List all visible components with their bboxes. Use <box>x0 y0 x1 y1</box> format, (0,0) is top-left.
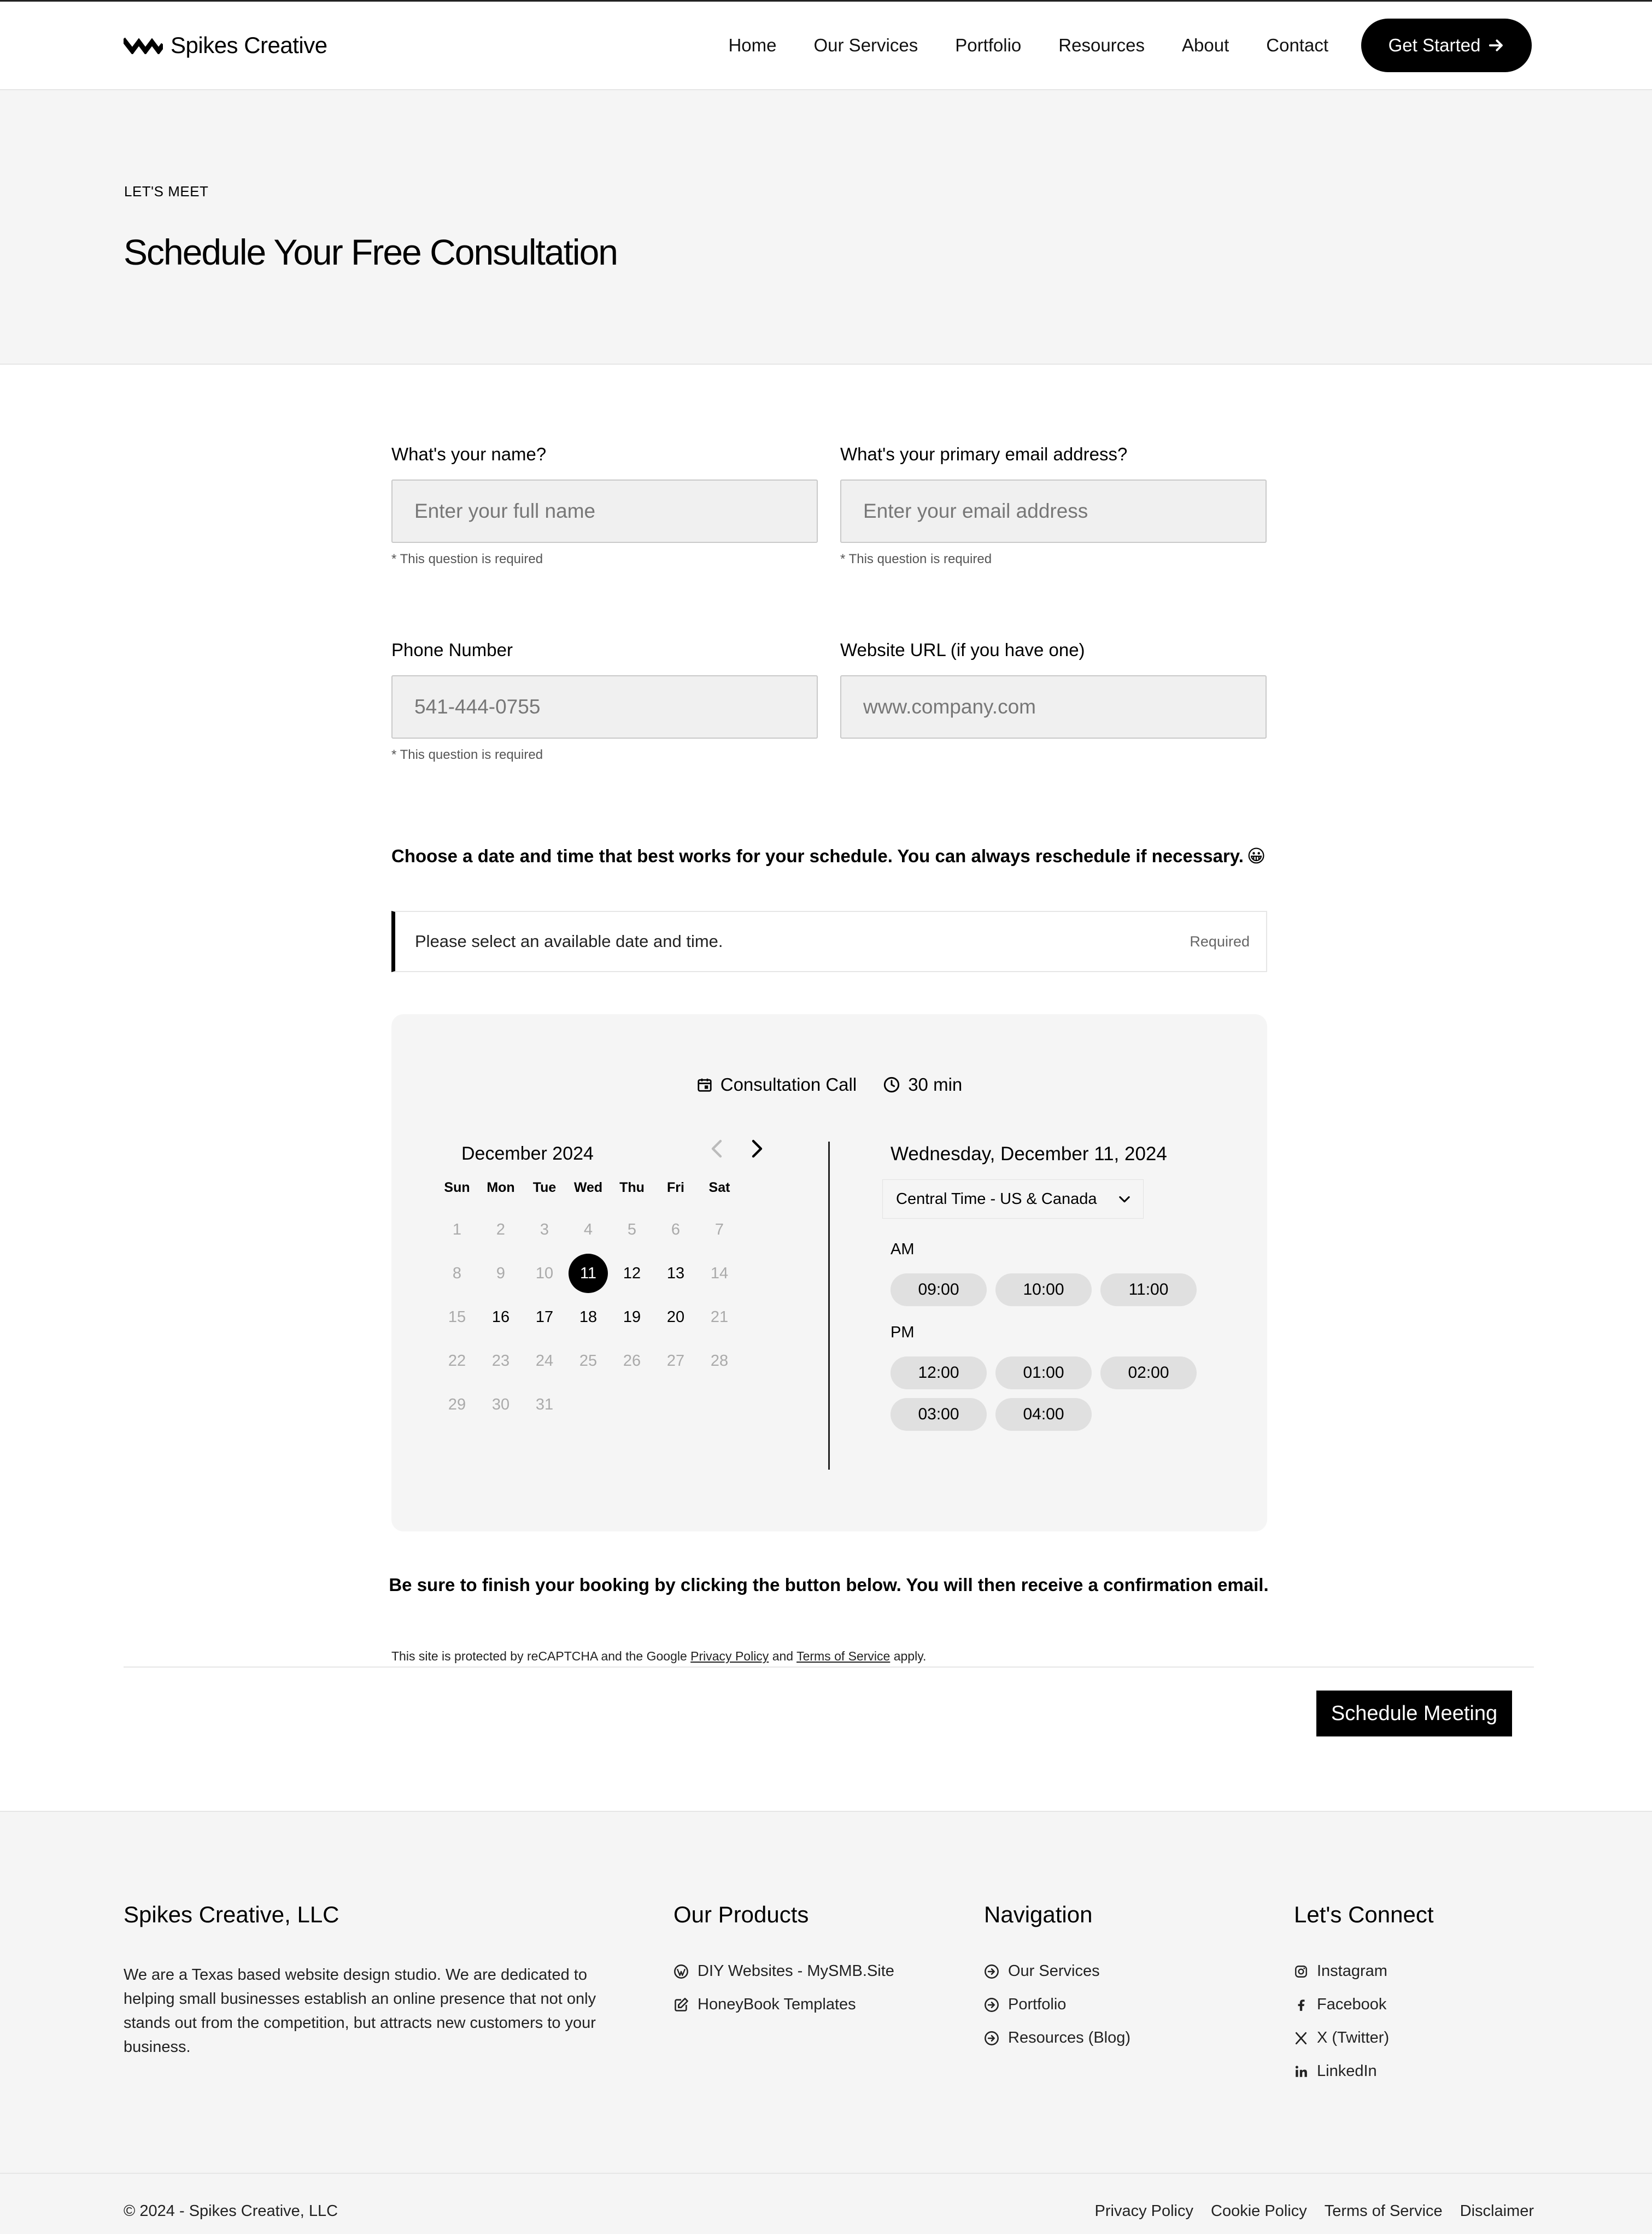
footer-social-x[interactable] <box>1294 2029 1389 2047</box>
recaptcha-terms-link[interactable]: Terms of Service <box>796 1649 891 1663</box>
selected-date-label: Wednesday, December 11, 2024 <box>891 1143 1167 1165</box>
logo-mark-icon <box>124 37 163 54</box>
website-label: Website URL (if you have one) <box>840 640 1085 660</box>
calendar-day: 30 <box>491 1395 510 1413</box>
footer-company-title: Spikes Creative, LLC <box>124 1902 339 1927</box>
time-slot-am[interactable]: 09:00 <box>891 1273 987 1306</box>
timezone-select[interactable] <box>882 1179 1144 1219</box>
time-slot-pm[interactable]: 12:00 <box>891 1356 987 1389</box>
scheduler-card <box>391 1014 1267 1531</box>
weekday-label: Tue <box>532 1180 556 1195</box>
site-header <box>0 2 1652 90</box>
calendar-day[interactable]: 13 <box>666 1264 685 1282</box>
footer-nav-services[interactable] <box>984 1962 1100 1980</box>
footer-social-label: LinkedIn <box>1317 2062 1377 2080</box>
nav-home[interactable]: Home <box>728 35 777 55</box>
main-nav <box>728 19 1532 72</box>
calendar-day: 24 <box>535 1352 554 1370</box>
footer-product-label: HoneyBook Templates <box>698 1996 856 2013</box>
nav-contact[interactable]: Contact <box>1266 35 1328 55</box>
calendar-day[interactable]: 16 <box>491 1308 510 1326</box>
calendar-day: 6 <box>671 1220 681 1238</box>
email-required-note: * This question is required <box>840 552 992 566</box>
calendar-day: 29 <box>448 1395 466 1413</box>
next-month-icon[interactable] <box>748 1138 765 1160</box>
email-label: What's your primary email address? <box>840 444 1128 464</box>
email-input[interactable]: Enter your email address <box>840 479 1267 543</box>
event-name: Consultation Call <box>720 1074 857 1095</box>
circle-arrow-right-icon <box>984 1964 999 1979</box>
recaptcha-and: and <box>772 1649 794 1663</box>
footer-product-honeybook[interactable] <box>673 1996 856 2014</box>
recaptcha-suffix: apply. <box>893 1649 927 1663</box>
arrow-right-icon <box>1488 37 1504 54</box>
phone-required-note: * This question is required <box>391 747 543 762</box>
calendar-day: 31 <box>535 1395 554 1413</box>
edit-icon <box>673 1997 689 2013</box>
footer-product-label: DIY Websites - MySMB.Site <box>698 1962 894 1980</box>
prev-month-icon[interactable] <box>708 1138 726 1160</box>
time-slot-am[interactable]: 11:00 <box>1100 1273 1197 1306</box>
event-duration-item <box>883 1074 962 1095</box>
smile-emoji-icon: 😀 <box>1246 846 1266 866</box>
calendar-day: 22 <box>448 1352 466 1370</box>
calendar-day: 26 <box>623 1352 641 1370</box>
legal-links <box>1095 2202 1534 2220</box>
x-icon <box>1294 2031 1308 2045</box>
footer-nav-portfolio[interactable] <box>984 1996 1066 2014</box>
legal-privacy-link[interactable]: Privacy Policy <box>1094 2202 1194 2220</box>
recaptcha-prefix: This site is protected by reCAPTCHA and the Google <box>391 1649 687 1663</box>
pm-label: PM <box>891 1324 915 1341</box>
footer-social-instagram[interactable] <box>1294 1962 1387 1980</box>
weekday-label: Mon <box>487 1180 515 1195</box>
calendar-day: 21 <box>710 1308 729 1326</box>
website-input[interactable]: www.company.com <box>840 675 1267 739</box>
alert-message: Please select an available date and time. <box>415 932 723 951</box>
legal-disclaimer-link[interactable]: Disclaimer <box>1460 2202 1534 2220</box>
brand-name: Spikes Creative <box>171 32 327 58</box>
wordpress-icon <box>673 1964 689 1979</box>
name-required-note: * This question is required <box>391 552 543 566</box>
calendar-day: 8 <box>452 1264 462 1282</box>
footer-social-label: X (Twitter) <box>1317 2029 1390 2046</box>
choose-date-label: Choose a date and time that best works for your schedule. You can always reschedule if necessary. <box>391 845 1244 866</box>
nav-resources[interactable]: Resources <box>1058 35 1145 55</box>
calendar-day: 28 <box>710 1352 729 1370</box>
calendar-day: 9 <box>496 1264 506 1282</box>
calendar-day: 5 <box>627 1220 637 1238</box>
calendar-day[interactable]: 19 <box>623 1308 641 1326</box>
event-info <box>391 1074 1267 1095</box>
footer-divider <box>0 2173 1652 2174</box>
form-divider <box>124 1666 1534 1668</box>
clock-icon <box>883 1076 900 1093</box>
footer-nav-label: Portfolio <box>1008 1996 1067 2013</box>
calendar-day[interactable]: 18 <box>579 1308 597 1326</box>
weekday-label: Fri <box>667 1180 684 1195</box>
footer-nav-label: Our Services <box>1008 1962 1100 1980</box>
calendar-day: 7 <box>714 1220 724 1238</box>
hero-section <box>0 90 1652 365</box>
weekday-label: Sun <box>444 1180 470 1195</box>
calendar-day: 10 <box>535 1264 554 1282</box>
footer-connect-title: Let's Connect <box>1294 1902 1434 1927</box>
calendar-day-selected[interactable]: 11 <box>569 1254 608 1293</box>
calendar-day[interactable]: 20 <box>666 1308 685 1326</box>
weekday-label: Sat <box>708 1180 730 1195</box>
time-slot-pm[interactable]: 01:00 <box>995 1356 1092 1389</box>
date-required-alert <box>391 911 1267 972</box>
calendar-day: 14 <box>710 1264 729 1282</box>
legal-terms-link[interactable]: Terms of Service <box>1324 2202 1443 2220</box>
site-footer <box>0 1811 1652 2234</box>
calendar-day: 25 <box>579 1352 597 1370</box>
nav-our-services[interactable]: Our Services <box>813 35 918 55</box>
get-started-label: Get Started <box>1388 35 1481 55</box>
footer-nav-label: Resources (Blog) <box>1008 2029 1131 2046</box>
footer-social-facebook[interactable] <box>1294 1996 1386 2014</box>
weekday-label: Wed <box>573 1180 603 1195</box>
footer-products-title: Our Products <box>673 1902 809 1927</box>
calendar-day: 27 <box>666 1352 685 1370</box>
legal-cookie-link[interactable]: Cookie Policy <box>1211 2202 1307 2220</box>
facebook-icon <box>1294 1998 1308 2012</box>
recaptcha-notice <box>391 1649 926 1664</box>
calendar-day: 4 <box>583 1220 593 1238</box>
time-slot-pm[interactable]: 02:00 <box>1100 1356 1197 1389</box>
nav-about[interactable]: About <box>1182 35 1229 55</box>
am-label: AM <box>891 1241 915 1258</box>
finish-booking-text: Be sure to finish your booking by clicking the button below. You will then receive a confirmation email. <box>389 1575 1269 1595</box>
calendar-day[interactable]: 17 <box>535 1308 554 1326</box>
choose-date-text <box>391 845 1266 867</box>
get-started-button[interactable] <box>1361 19 1532 72</box>
schedule-meeting-button[interactable]: Schedule Meeting <box>1316 1691 1512 1736</box>
scheduler-divider <box>828 1142 830 1470</box>
footer-social-label: Facebook <box>1317 1996 1387 2013</box>
phone-input[interactable]: 541-444-0755 <box>391 675 818 739</box>
calendar-day: 15 <box>448 1308 466 1326</box>
time-slot-pm[interactable]: 04:00 <box>995 1398 1092 1431</box>
circle-arrow-right-icon <box>984 1997 999 2013</box>
copyright: © 2024 - Spikes Creative, LLC <box>124 2202 338 2220</box>
calendar-day: 2 <box>496 1220 506 1238</box>
calendar-day: 3 <box>540 1220 549 1238</box>
event-duration: 30 min <box>908 1074 963 1095</box>
logo[interactable] <box>124 32 327 59</box>
footer-product-diy[interactable] <box>673 1962 894 1980</box>
chevron-down-icon <box>1117 1191 1132 1207</box>
recaptcha-privacy-link[interactable]: Privacy Policy <box>690 1649 769 1663</box>
footer-nav-title: Navigation <box>984 1902 1093 1927</box>
footer-social-linkedin[interactable] <box>1294 2062 1377 2080</box>
time-slot-pm[interactable]: 03:00 <box>891 1398 987 1431</box>
timezone-value: Central Time - US & Canada <box>896 1190 1097 1208</box>
nav-portfolio[interactable]: Portfolio <box>955 35 1022 55</box>
name-label: What's your name? <box>391 444 547 464</box>
calendar-day: 23 <box>491 1352 510 1370</box>
phone-label: Phone Number <box>391 640 513 660</box>
footer-company-text: We are a Texas based website design studio. We are dedicated to helping small businesses establish an online presence that not only stands out from the competition, but attracts new customers to your business. <box>124 1966 596 2056</box>
linkedin-icon <box>1294 2065 1308 2079</box>
month-label: December 2024 <box>461 1143 594 1164</box>
weekday-label: Thu <box>619 1180 645 1195</box>
alert-required-label: Required <box>1190 933 1250 950</box>
calendar-day[interactable]: 12 <box>623 1264 641 1282</box>
footer-nav-resources[interactable] <box>984 2029 1130 2047</box>
calendar-day: 1 <box>452 1220 462 1238</box>
circle-arrow-right-icon <box>984 2031 999 2046</box>
footer-social-label: Instagram <box>1317 1962 1387 1980</box>
page-title: Schedule Your Free Consultation <box>124 232 617 272</box>
event-name-item <box>696 1074 857 1095</box>
calendar-icon <box>696 1077 713 1093</box>
instagram-icon <box>1294 1964 1308 1979</box>
eyebrow: LET'S MEET <box>124 183 209 200</box>
time-slot-am[interactable]: 10:00 <box>995 1273 1092 1306</box>
name-input[interactable]: Enter your full name <box>391 479 818 543</box>
